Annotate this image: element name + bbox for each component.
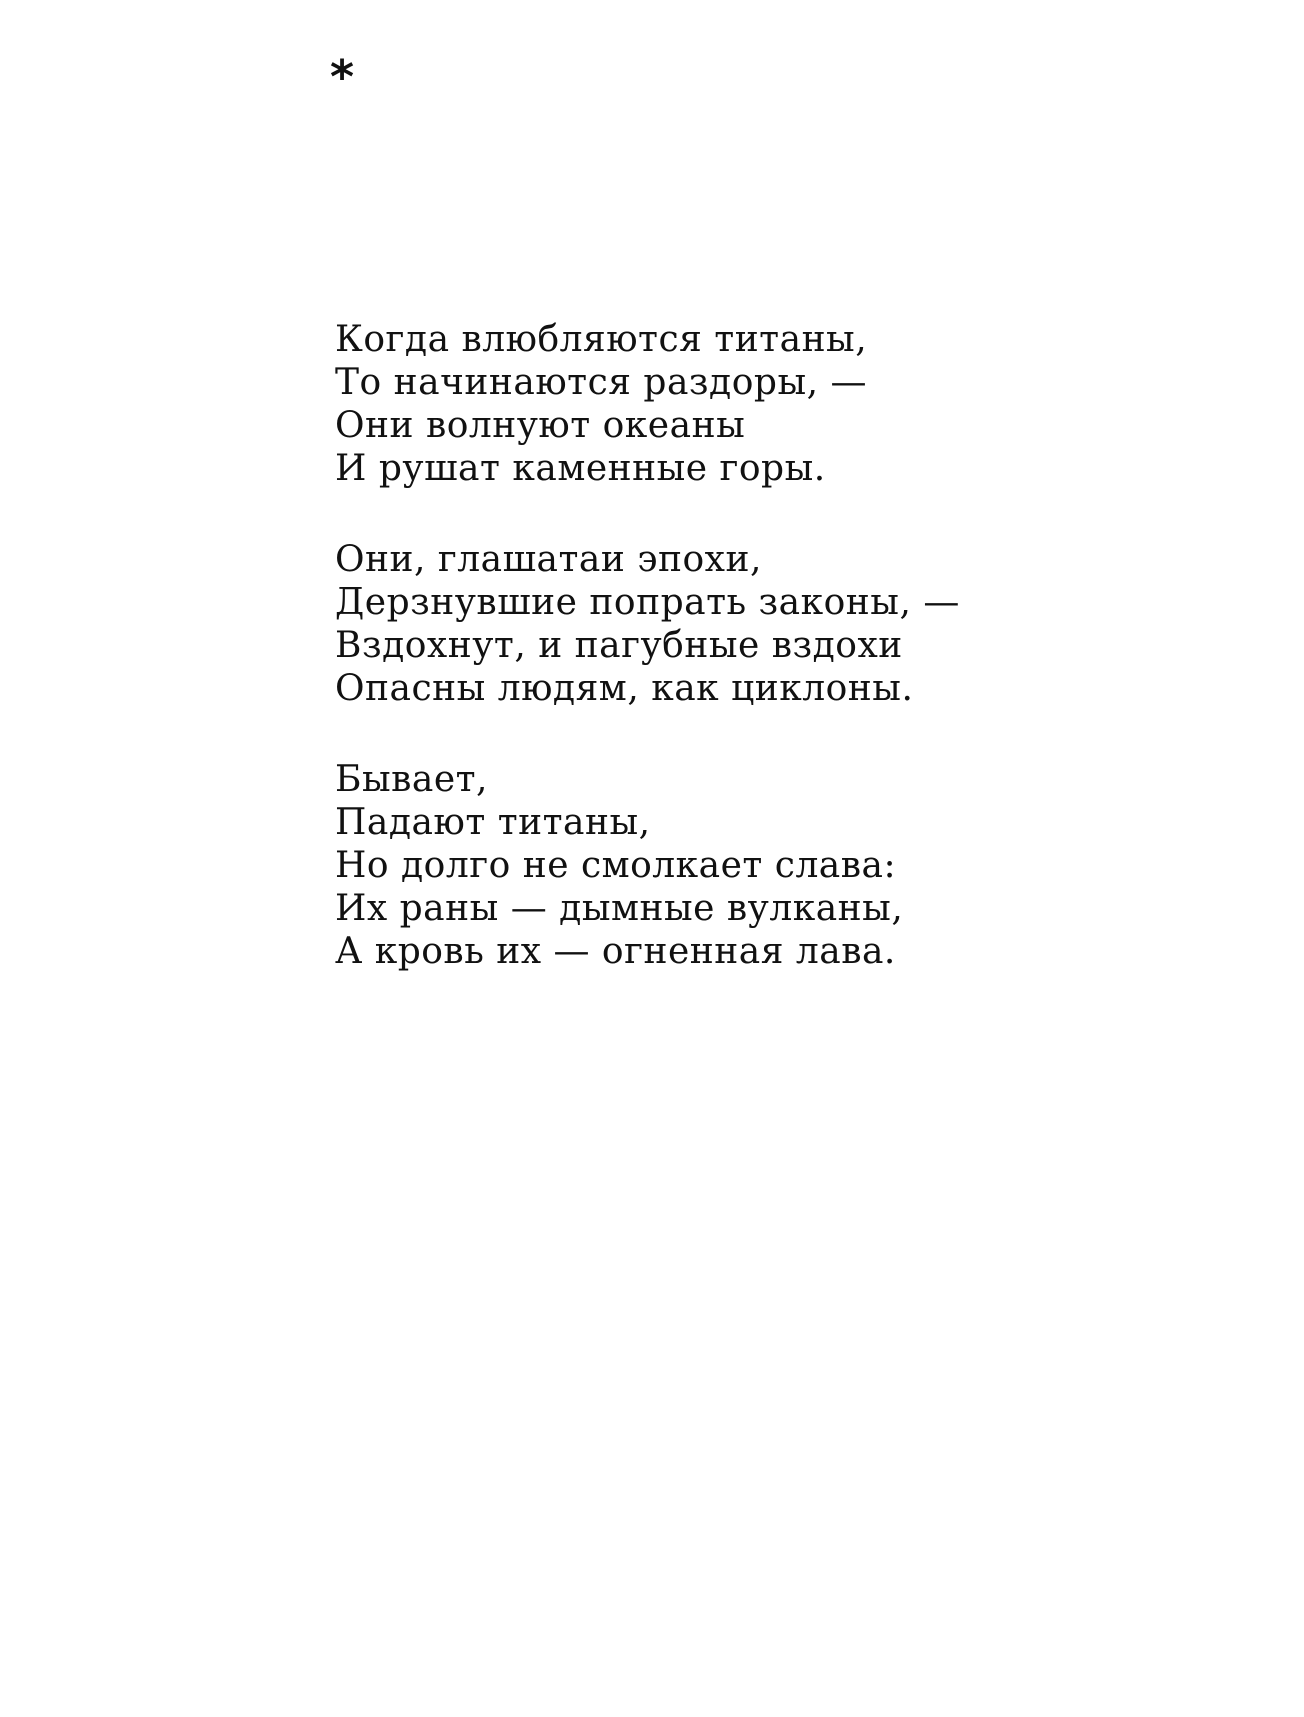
poem-line: Опасны людям, как циклоны. — [335, 668, 914, 709]
asterisk-ornament: * — [330, 50, 355, 104]
poem-line: То начинаются раздоры, — — [335, 362, 867, 403]
poem-line: Вздохнут, и пагубные вздохи — [335, 625, 903, 666]
poem-line: Их раны — дымные вулканы, — [335, 888, 904, 929]
poem-line: И рушат каменные горы. — [335, 448, 826, 489]
poem-line: Они, глашатаи эпохи, — [335, 539, 762, 580]
poem-line: Дерзнувшие попрать законы, — — [335, 582, 960, 623]
poem-line: Они волнуют океаны — [335, 405, 746, 446]
stanza-2 — [335, 538, 1095, 710]
poem-line: Когда влюбляются титаны, — [335, 319, 868, 360]
stanza-1 — [335, 318, 1095, 490]
poem-line: Но долго не смолкает слава: — [335, 845, 897, 886]
poem-line: А кровь их — огненная лава. — [335, 931, 896, 972]
poem-line: Бывает, — [335, 759, 489, 800]
poem — [335, 318, 1095, 1021]
poem-line: Падают титаны, — [335, 802, 651, 843]
stanza-3 — [335, 758, 1095, 973]
